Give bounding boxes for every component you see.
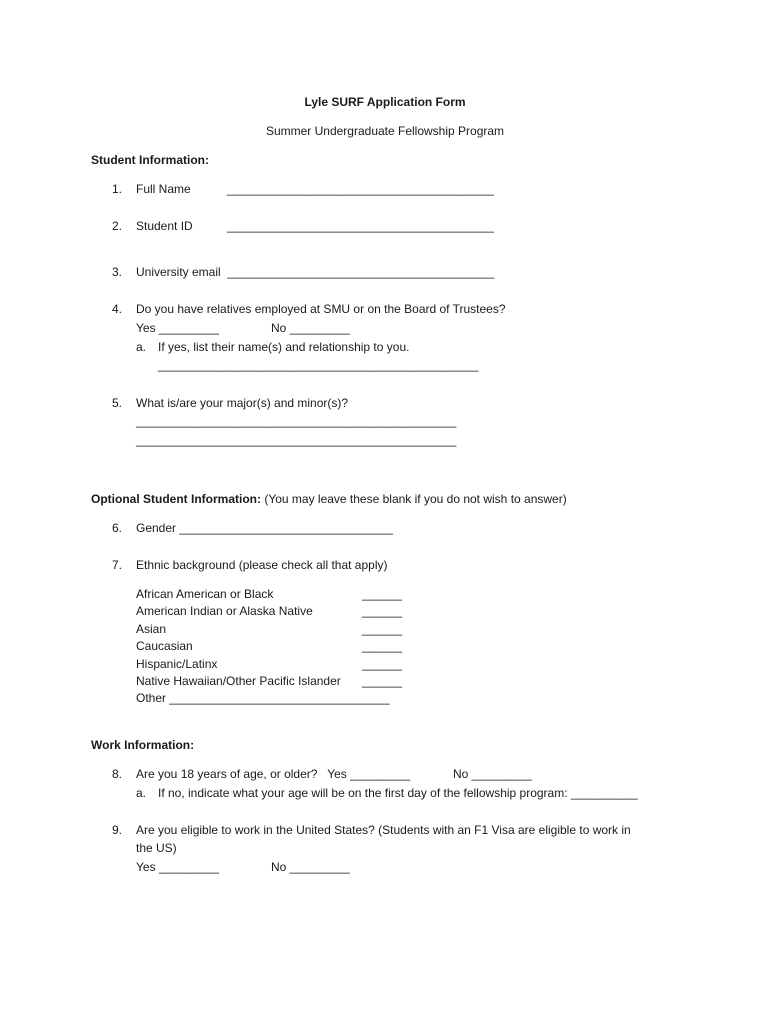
q6-number: 6. xyxy=(112,521,123,535)
student-id-field[interactable]: ________________________________________ xyxy=(227,219,494,233)
ethnicity-option-label: Native Hawaiian/Other Pacific Islander xyxy=(136,674,341,688)
ethnicity-option-blank[interactable]: ______ xyxy=(362,657,403,671)
q8a-letter: a. xyxy=(136,786,147,800)
ethnicity-option-label: Asian xyxy=(136,622,167,636)
ethnicity-option-label: African American or Black xyxy=(136,587,274,601)
gender-field[interactable]: Gender ________________________________ xyxy=(136,521,393,535)
ethnic-background-question: Ethnic background (please check all that apply) xyxy=(136,558,388,572)
ethnicity-option-blank[interactable]: ______ xyxy=(362,639,403,653)
full-name-field[interactable]: ________________________________________ xyxy=(227,182,494,196)
work-eligibility-question: Are you eligible to work in the United States? (Students with an F1 Visa are eligible to work in xyxy=(136,823,631,837)
optional-info-heading-bold: Optional Student Information: xyxy=(91,492,261,506)
optional-info-heading xyxy=(91,491,567,507)
work-eligibility-question-cont: the US) xyxy=(136,841,177,855)
age-detail-field[interactable]: If no, indicate what your age will be on the first day of the fellowship program: __________ xyxy=(158,786,638,800)
relatives-no-field[interactable]: No _________ xyxy=(271,321,350,335)
ethnicity-option-blank[interactable]: ______ xyxy=(362,604,403,618)
ethnicity-other-field[interactable]: Other _________________________________ xyxy=(136,691,390,705)
relatives-question: Do you have relatives employed at SMU or on the Board of Trustees? xyxy=(136,302,506,316)
form-title: Lyle SURF Application Form xyxy=(304,95,466,109)
optional-info-note: (You may leave these blank if you do not wish to answer) xyxy=(260,492,567,506)
eligibility-no-field[interactable]: No _________ xyxy=(271,860,350,874)
ethnicity-option-blank[interactable]: ______ xyxy=(362,622,403,636)
q5-number: 5. xyxy=(112,396,123,410)
major-minor-field-1[interactable]: ________________________________________________ xyxy=(136,414,457,428)
form-subtitle: Summer Undergraduate Fellowship Program xyxy=(265,124,505,138)
major-minor-question: What is/are your major(s) and minor(s)? xyxy=(136,396,349,410)
relatives-detail-question: If yes, list their name(s) and relationship to you. xyxy=(158,340,410,354)
q2-number: 2. xyxy=(112,219,123,233)
student-info-heading: Student Information: xyxy=(91,153,209,167)
student-id-label: Student ID xyxy=(136,219,193,233)
eligibility-yes-field[interactable]: Yes _________ xyxy=(136,860,219,874)
age-no-field[interactable]: No _________ xyxy=(453,767,532,781)
q8-number: 8. xyxy=(112,767,123,781)
q3-number: 3. xyxy=(112,265,123,279)
age-question-yes-field[interactable]: Are you 18 years of age, or older? Yes _________ xyxy=(136,767,411,781)
university-email-field[interactable]: University email ________________________________________ xyxy=(136,265,495,279)
relatives-yes-field[interactable]: Yes _________ xyxy=(136,321,219,335)
ethnicity-option-label: Hispanic/Latinx xyxy=(136,657,218,671)
ethnicity-option-blank[interactable]: ______ xyxy=(362,587,403,601)
q9-number: 9. xyxy=(112,823,123,837)
q4-number: 4. xyxy=(112,302,123,316)
work-info-heading: Work Information: xyxy=(91,738,195,752)
q7-number: 7. xyxy=(112,558,123,572)
ethnicity-option-label: Caucasian xyxy=(136,639,193,653)
ethnicity-option-label: American Indian or Alaska Native xyxy=(136,604,313,618)
relatives-detail-field[interactable]: ________________________________________________ xyxy=(158,358,479,372)
ethnicity-option-blank[interactable]: ______ xyxy=(362,674,403,688)
q4a-letter: a. xyxy=(136,340,147,354)
full-name-label: Full Name xyxy=(136,182,191,196)
major-minor-field-2[interactable]: ________________________________________________ xyxy=(136,433,457,447)
q1-number: 1. xyxy=(112,182,123,196)
